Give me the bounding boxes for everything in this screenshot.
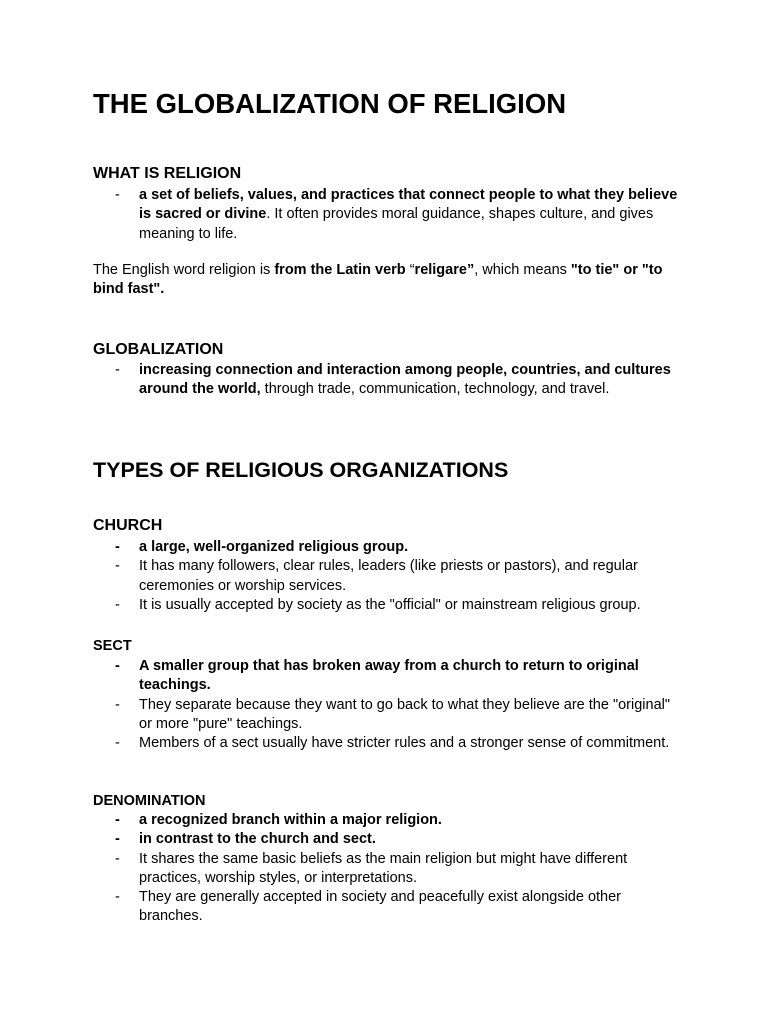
section-heading-globalization: GLOBALIZATION [93, 341, 224, 358]
globalization-definition-rest: through trade, communication, technology, and travel. [260, 381, 610, 398]
bullet-dash: - [115, 831, 120, 848]
list-item [93, 830, 683, 849]
etymology-text: The English word religion is [93, 262, 275, 278]
denomination-list [93, 811, 683, 927]
bullet-dash: - [115, 596, 120, 613]
list-item [93, 657, 683, 696]
bullet-dash: - [115, 850, 120, 867]
list-item-text: It is usually accepted by society as the "official" or mainstream religious group. [139, 596, 641, 613]
list-item [93, 596, 683, 615]
etymology-latin-word: religare” [414, 262, 475, 278]
etymology-quote: “ [409, 262, 415, 278]
list-item [93, 186, 683, 244]
sect-list [93, 657, 683, 753]
list-item-text: It shares the same basic beliefs as the main religion but might have different practices, worship styles, or interpretations. [139, 850, 628, 886]
etymology-bold: from the Latin verb [274, 262, 410, 278]
religion-definition-bold: a set of beliefs, values, and practices that connect people to what they believe is sacred or divine [139, 187, 678, 223]
religion-definition-rest: . It often provides moral guidance, shapes culture, and gives meaning to life. [139, 206, 654, 242]
bullet-dash: - [115, 187, 120, 203]
list-item-text: in contrast to the church and sect. [139, 831, 376, 848]
page-title: THE GLOBALIZATION OF RELIGION [93, 88, 567, 119]
list-item [93, 361, 683, 400]
list-item [93, 538, 683, 557]
list-item [93, 888, 683, 927]
list-item [93, 811, 683, 830]
list-item [93, 696, 683, 735]
etymology-meaning: "to tie" or "to bind fast". [93, 262, 663, 298]
bullet-dash: - [115, 658, 120, 674]
list-item [93, 734, 683, 753]
globalization-definition-bold: increasing connection and interaction among people, countries, and cultures around the world, [139, 362, 671, 398]
list-item [93, 557, 683, 596]
globalization-definition-list [93, 361, 683, 400]
subsection-heading-church: CHURCH [93, 517, 163, 534]
section-heading-types: TYPES OF RELIGIOUS ORGANIZATIONS [93, 458, 509, 482]
list-item-text: It has many followers, clear rules, leaders (like priests or pastors), and regular ceremonies or worship services. [139, 558, 638, 594]
list-item-text: They separate because they want to go back to what they believe are the "original" or more "pure" teachings. [139, 696, 671, 732]
bullet-dash: - [115, 889, 120, 906]
bullet-dash: - [115, 558, 120, 575]
church-list [93, 538, 683, 615]
bullet-dash: - [115, 812, 120, 828]
bullet-dash: - [115, 539, 120, 555]
list-item-text: Members of a sect usually have stricter rules and a stronger sense of commitment. [139, 735, 670, 752]
religion-definition-list [93, 186, 683, 244]
subsection-heading-denomination: DENOMINATION [93, 793, 206, 809]
bullet-dash: - [115, 362, 120, 378]
list-item-text: A smaller group that has broken away from a church to return to original teachings. [139, 658, 639, 694]
list-item [93, 850, 683, 889]
etymology-paragraph [93, 261, 683, 300]
bullet-dash: - [115, 696, 120, 713]
section-heading-religion: WHAT IS RELIGION [93, 165, 242, 182]
list-item-text: They are generally accepted in society and peacefully exist alongside other branches. [139, 889, 622, 925]
bullet-dash: - [115, 735, 120, 752]
list-item-text: a recognized branch within a major religion. [139, 812, 442, 828]
etymology-text: , which means [474, 262, 571, 278]
list-item-text: a large, well-organized religious group. [139, 539, 409, 555]
subsection-heading-sect: SECT [93, 638, 132, 654]
